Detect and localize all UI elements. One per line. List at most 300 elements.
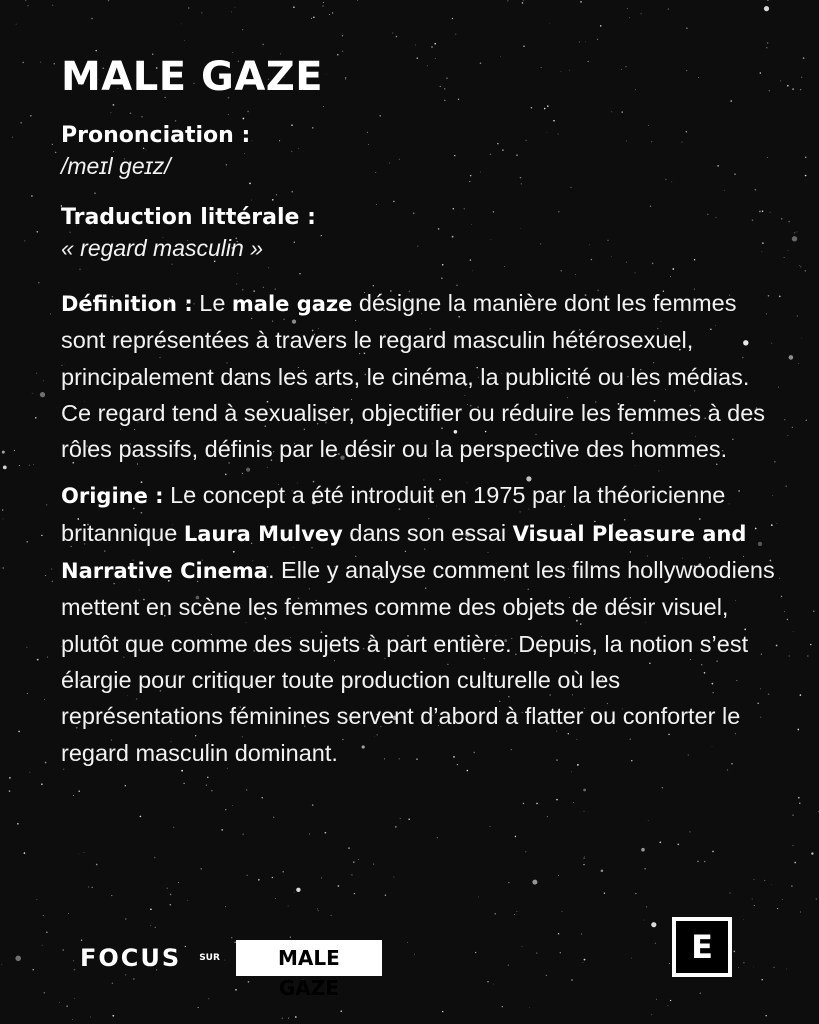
star bbox=[290, 937, 291, 938]
star bbox=[140, 816, 142, 818]
origin-label: Origine : bbox=[61, 484, 164, 509]
star bbox=[583, 857, 585, 859]
star bbox=[571, 979, 572, 980]
star bbox=[816, 898, 817, 899]
star bbox=[806, 420, 807, 421]
star bbox=[232, 52, 233, 53]
star bbox=[331, 915, 332, 916]
star bbox=[800, 89, 801, 90]
star bbox=[38, 282, 39, 283]
brand-logo bbox=[672, 917, 732, 977]
star bbox=[393, 876, 394, 877]
star bbox=[584, 959, 586, 961]
star bbox=[793, 845, 794, 846]
star bbox=[502, 1006, 503, 1007]
star bbox=[629, 17, 630, 18]
star bbox=[529, 1007, 530, 1008]
star bbox=[796, 231, 797, 232]
star bbox=[813, 610, 815, 612]
star bbox=[27, 541, 28, 542]
star bbox=[801, 77, 802, 78]
star bbox=[631, 958, 632, 959]
star bbox=[35, 417, 37, 419]
origin-paragraph bbox=[61, 477, 781, 770]
star bbox=[187, 900, 188, 901]
star bbox=[112, 1015, 114, 1017]
star bbox=[221, 829, 223, 831]
star bbox=[743, 962, 744, 963]
star bbox=[2, 567, 4, 569]
star bbox=[434, 43, 436, 45]
star bbox=[667, 1005, 668, 1006]
definition-paragraph bbox=[61, 285, 781, 467]
star bbox=[288, 905, 289, 906]
star bbox=[523, 803, 524, 804]
star bbox=[54, 63, 55, 64]
star bbox=[36, 231, 38, 233]
star bbox=[167, 888, 168, 889]
star bbox=[246, 789, 247, 790]
star bbox=[41, 535, 42, 536]
star bbox=[91, 18, 92, 19]
star bbox=[794, 862, 796, 864]
star bbox=[558, 933, 559, 934]
star bbox=[767, 42, 768, 43]
star bbox=[52, 5, 53, 6]
star bbox=[90, 1017, 91, 1018]
star bbox=[754, 905, 755, 906]
star bbox=[357, 0, 358, 1]
star bbox=[323, 2, 324, 3]
star bbox=[495, 913, 496, 914]
origin-text-1: Le concept a été introduit en 1975 par la théoricienne britannique bbox=[61, 482, 726, 546]
star bbox=[803, 57, 805, 59]
star bbox=[522, 2, 524, 4]
star bbox=[597, 39, 598, 40]
star bbox=[579, 42, 580, 43]
star bbox=[72, 1019, 73, 1020]
star bbox=[188, 7, 189, 8]
star bbox=[52, 581, 53, 582]
star bbox=[342, 35, 343, 36]
star bbox=[766, 47, 767, 48]
star bbox=[645, 868, 646, 869]
star bbox=[415, 45, 416, 46]
star bbox=[764, 6, 769, 11]
star bbox=[108, 0, 109, 1]
star bbox=[92, 887, 93, 888]
star bbox=[338, 885, 340, 887]
definition-text-1: Le bbox=[192, 290, 232, 316]
star bbox=[41, 783, 43, 785]
star bbox=[312, 804, 314, 806]
star bbox=[74, 969, 76, 971]
star bbox=[651, 1014, 652, 1015]
star bbox=[3, 518, 4, 519]
star bbox=[580, 1, 582, 3]
star bbox=[753, 967, 754, 968]
star bbox=[442, 1011, 443, 1012]
star bbox=[560, 952, 561, 953]
star bbox=[313, 17, 315, 19]
star bbox=[515, 836, 516, 837]
pronunciation-label: Prononciation : bbox=[61, 123, 251, 148]
sur-label: SUR bbox=[199, 953, 220, 963]
star bbox=[584, 856, 585, 857]
star bbox=[508, 965, 509, 966]
star bbox=[584, 811, 585, 812]
star bbox=[407, 942, 408, 943]
star bbox=[24, 240, 25, 241]
star bbox=[351, 874, 352, 875]
star bbox=[173, 827, 174, 828]
star bbox=[235, 7, 236, 8]
star bbox=[211, 790, 212, 791]
star bbox=[743, 919, 744, 920]
star bbox=[600, 25, 602, 27]
star bbox=[88, 887, 89, 888]
star bbox=[293, 7, 294, 8]
star bbox=[45, 762, 47, 764]
star bbox=[29, 465, 30, 466]
star bbox=[627, 8, 628, 9]
star bbox=[648, 820, 649, 821]
star bbox=[262, 797, 263, 798]
star bbox=[793, 631, 794, 632]
star bbox=[40, 62, 41, 63]
star bbox=[59, 1002, 60, 1003]
star bbox=[170, 904, 171, 905]
star bbox=[42, 945, 43, 946]
star bbox=[294, 892, 295, 893]
star bbox=[3, 466, 7, 470]
star bbox=[309, 833, 310, 834]
star bbox=[68, 913, 69, 914]
star bbox=[712, 851, 714, 853]
star bbox=[787, 619, 788, 620]
star bbox=[2, 451, 5, 454]
star bbox=[478, 897, 479, 898]
star bbox=[686, 27, 688, 29]
star bbox=[601, 870, 604, 873]
star bbox=[52, 144, 53, 145]
star bbox=[805, 270, 806, 271]
content bbox=[61, 55, 781, 781]
star bbox=[51, 569, 52, 570]
star bbox=[311, 18, 312, 19]
star bbox=[562, 911, 563, 912]
star bbox=[288, 1018, 289, 1019]
star bbox=[646, 906, 647, 907]
star bbox=[697, 861, 699, 863]
star bbox=[689, 831, 690, 832]
star bbox=[656, 999, 657, 1000]
star bbox=[14, 450, 15, 451]
star bbox=[44, 992, 46, 994]
star bbox=[792, 814, 793, 815]
star bbox=[801, 338, 802, 339]
star bbox=[198, 1007, 199, 1008]
star bbox=[704, 861, 705, 862]
star bbox=[799, 803, 800, 804]
star bbox=[26, 647, 27, 648]
star bbox=[385, 895, 386, 896]
star bbox=[155, 927, 156, 928]
star bbox=[788, 221, 790, 223]
star bbox=[781, 218, 783, 220]
star bbox=[317, 908, 318, 909]
star bbox=[296, 888, 300, 892]
star bbox=[16, 24, 17, 25]
star bbox=[332, 12, 333, 13]
star bbox=[798, 363, 799, 364]
star bbox=[677, 844, 679, 846]
star bbox=[784, 419, 785, 420]
star bbox=[765, 1015, 766, 1016]
star bbox=[125, 918, 127, 920]
star bbox=[669, 963, 670, 964]
origin-essay: Visual Pleasure and Narrative Cinema bbox=[61, 521, 747, 584]
translation-label: Traduction littérale : bbox=[61, 205, 316, 230]
star bbox=[340, 1010, 342, 1012]
star bbox=[247, 875, 248, 876]
star bbox=[43, 380, 44, 381]
star bbox=[800, 912, 801, 913]
star bbox=[184, 783, 185, 784]
star bbox=[659, 841, 661, 843]
star bbox=[651, 922, 656, 927]
star bbox=[811, 852, 813, 854]
star bbox=[184, 40, 185, 41]
star bbox=[508, 882, 509, 883]
star bbox=[641, 848, 645, 852]
star bbox=[670, 1000, 671, 1001]
star bbox=[12, 137, 13, 138]
star bbox=[729, 892, 731, 894]
star bbox=[752, 898, 753, 899]
star bbox=[32, 393, 33, 394]
star bbox=[583, 789, 586, 792]
star bbox=[452, 18, 453, 19]
star bbox=[112, 983, 114, 985]
star bbox=[96, 864, 98, 866]
star bbox=[408, 819, 410, 821]
star bbox=[74, 998, 75, 999]
definition-label: Définition : bbox=[61, 292, 193, 316]
star bbox=[47, 657, 48, 658]
star bbox=[525, 851, 526, 852]
star bbox=[604, 893, 605, 894]
star bbox=[789, 355, 794, 360]
star bbox=[767, 0, 769, 1]
star bbox=[84, 852, 85, 853]
star bbox=[22, 62, 24, 64]
star bbox=[282, 871, 284, 873]
star bbox=[9, 790, 10, 791]
brand-logo-letter: E bbox=[691, 928, 713, 966]
star bbox=[786, 969, 787, 970]
star bbox=[523, 45, 525, 47]
star bbox=[272, 877, 273, 878]
star bbox=[583, 864, 584, 865]
star bbox=[28, 5, 29, 6]
star bbox=[150, 908, 152, 910]
star bbox=[242, 833, 243, 834]
footer-series bbox=[80, 940, 382, 1000]
star bbox=[805, 175, 807, 177]
translation-block bbox=[61, 203, 781, 263]
star bbox=[395, 826, 396, 827]
star bbox=[30, 115, 32, 117]
pronunciation-block bbox=[61, 121, 781, 181]
star bbox=[133, 978, 134, 979]
star bbox=[414, 954, 415, 955]
star bbox=[43, 915, 44, 916]
star bbox=[396, 36, 398, 38]
star bbox=[523, 0, 524, 1]
star bbox=[321, 877, 322, 878]
star bbox=[532, 880, 537, 885]
star bbox=[325, 832, 327, 834]
star bbox=[95, 50, 96, 51]
star bbox=[475, 952, 476, 953]
origin-author: Laura Mulvey bbox=[183, 521, 343, 546]
star bbox=[18, 731, 20, 733]
star bbox=[275, 898, 276, 899]
star bbox=[45, 575, 46, 576]
star bbox=[273, 817, 274, 818]
star bbox=[536, 803, 537, 804]
translation-value: « regard masculin » bbox=[61, 235, 263, 261]
star bbox=[354, 893, 355, 894]
star bbox=[585, 41, 586, 42]
star bbox=[348, 847, 349, 848]
star bbox=[20, 122, 21, 123]
star bbox=[556, 799, 558, 801]
star bbox=[431, 46, 433, 48]
star bbox=[225, 906, 226, 907]
star bbox=[583, 962, 584, 963]
star bbox=[73, 960, 74, 961]
star bbox=[546, 975, 548, 977]
star bbox=[31, 195, 33, 197]
star bbox=[201, 12, 202, 13]
star bbox=[201, 868, 202, 869]
star bbox=[641, 13, 642, 14]
star bbox=[799, 265, 800, 266]
star bbox=[738, 967, 739, 968]
star bbox=[393, 33, 394, 34]
definition-term: male gaze bbox=[231, 292, 353, 316]
star bbox=[19, 465, 20, 466]
star bbox=[787, 85, 789, 87]
star bbox=[581, 934, 582, 935]
star bbox=[794, 232, 795, 233]
star bbox=[455, 34, 456, 35]
star bbox=[353, 861, 354, 862]
star bbox=[514, 914, 515, 915]
star bbox=[373, 864, 374, 865]
star bbox=[258, 879, 260, 881]
star bbox=[262, 44, 264, 46]
star bbox=[733, 951, 735, 953]
star bbox=[66, 1006, 67, 1007]
star bbox=[154, 857, 156, 859]
star bbox=[111, 895, 112, 896]
star bbox=[662, 787, 663, 788]
star bbox=[400, 818, 401, 819]
star bbox=[79, 854, 80, 855]
star bbox=[225, 809, 226, 810]
star bbox=[358, 859, 359, 860]
star bbox=[487, 981, 488, 982]
star bbox=[170, 894, 172, 896]
star bbox=[50, 313, 51, 314]
topic-tag: MALE GAZE bbox=[236, 940, 382, 976]
pronunciation-value: /meɪl ɡeɪz/ bbox=[61, 153, 171, 179]
focus-wordmark: FOCUS bbox=[80, 944, 182, 972]
star bbox=[46, 932, 47, 933]
star bbox=[33, 969, 34, 970]
star bbox=[792, 427, 793, 428]
star bbox=[777, 908, 778, 909]
star bbox=[25, 0, 26, 1]
star bbox=[2, 509, 3, 510]
star bbox=[791, 885, 792, 886]
star bbox=[785, 485, 787, 487]
star bbox=[62, 949, 64, 951]
star bbox=[46, 504, 48, 506]
star bbox=[235, 989, 237, 991]
star bbox=[37, 659, 39, 661]
star bbox=[24, 852, 26, 854]
star bbox=[37, 899, 38, 900]
star bbox=[805, 157, 807, 159]
star bbox=[29, 772, 30, 773]
star bbox=[231, 11, 232, 12]
star bbox=[798, 797, 800, 799]
star bbox=[490, 826, 491, 827]
star bbox=[125, 785, 126, 786]
star bbox=[655, 943, 656, 944]
star bbox=[242, 29, 243, 30]
star bbox=[78, 790, 80, 792]
star bbox=[507, 0, 508, 1]
star bbox=[773, 967, 774, 968]
star bbox=[549, 23, 550, 24]
star bbox=[15, 956, 21, 962]
star bbox=[781, 596, 782, 597]
star bbox=[33, 464, 34, 465]
star bbox=[784, 611, 785, 612]
star bbox=[797, 729, 799, 731]
star bbox=[281, 1017, 283, 1019]
star bbox=[797, 315, 798, 316]
star bbox=[181, 24, 182, 25]
star bbox=[295, 1016, 297, 1018]
definition-text-2: désigne la manière dont les femmes sont représentées à travers le regard masculin hétérosexuel, principalement dans les arts, le cinéma, la publicité ou les médias. Ce regard tend à sexualiser, objectifier ou réduire les femmes à des rôles passifs, définis par le désir ou la perspective des hommes. bbox=[61, 290, 766, 463]
star bbox=[517, 911, 518, 912]
star bbox=[9, 777, 11, 779]
star bbox=[800, 694, 802, 696]
star bbox=[792, 236, 797, 241]
page-title: MALE GAZE bbox=[61, 54, 324, 100]
star bbox=[437, 837, 438, 838]
star bbox=[329, 14, 330, 15]
star bbox=[807, 655, 808, 656]
star bbox=[318, 910, 319, 911]
star bbox=[792, 88, 794, 90]
